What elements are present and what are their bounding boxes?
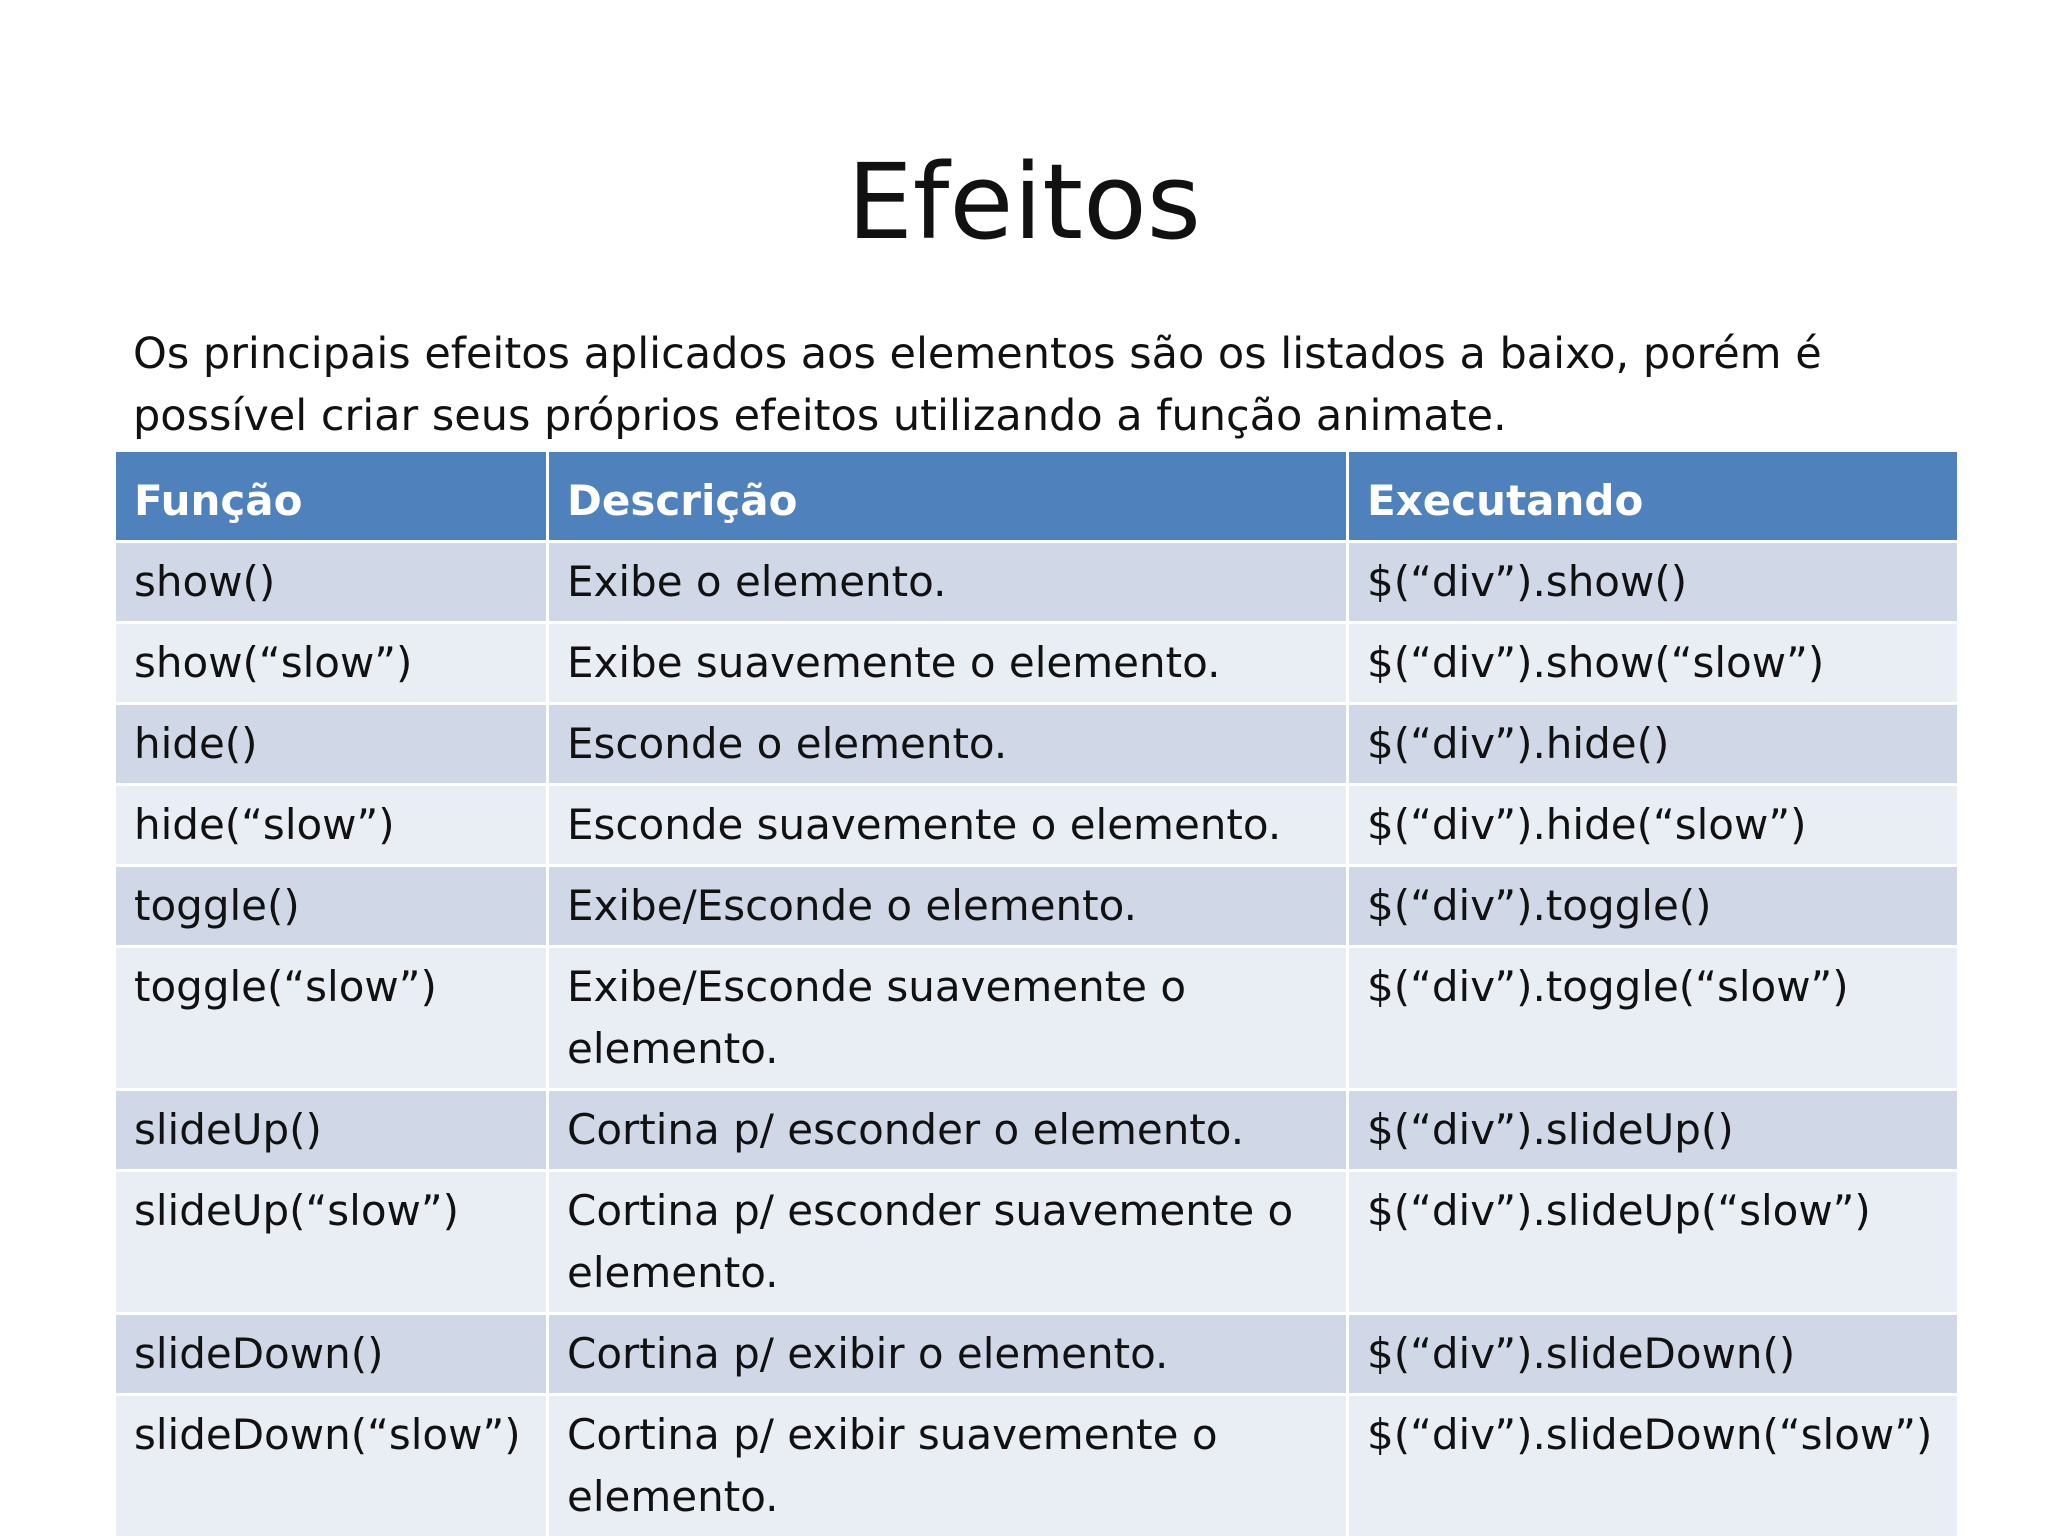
cell-executando: $(“div”).hide(“slow”) [1348,785,1959,866]
table-row [115,704,1959,785]
cell-funcao: slideUp() [115,1090,548,1171]
cell-executando: $(“div”).slideUp() [1348,1090,1959,1171]
cell-executando: $(“div”).slideDown() [1348,1314,1959,1395]
cell-funcao: slideUp(“slow”) [115,1171,548,1314]
table-row [115,1395,1959,1536]
cell-descricao: Exibe suavemente o elemento. [548,623,1348,704]
cell-executando: $(“div”).show(“slow”) [1348,623,1959,704]
intro-paragraph: Os principais efeitos aplicados aos elementos são os listados a baixo, porém é possível criar seus próprios efeitos utilizando a função animate. [133,329,1822,441]
table-header [115,451,1959,542]
cell-executando: $(“div”).toggle(“slow”) [1348,947,1959,1090]
cell-executando: $(“div”).hide() [1348,704,1959,785]
table-row [115,1314,1959,1395]
table-header-row [115,451,1959,542]
table-row [115,1171,1959,1314]
table-row [115,866,1959,947]
table-row [115,542,1959,623]
header-executando: Executando [1348,451,1959,542]
cell-descricao: Esconde o elemento. [548,704,1348,785]
table-row [115,785,1959,866]
cell-descricao: Exibe o elemento. [548,542,1348,623]
cell-funcao: show() [115,542,548,623]
cell-funcao: slideDown(“slow”) [115,1395,548,1536]
table-row [115,1090,1959,1171]
cell-descricao: Cortina p/ esconder o elemento. [548,1090,1348,1171]
header-funcao: Função [115,451,548,542]
cell-descricao: Exibe/Esconde o elemento. [548,866,1348,947]
slide-title: Efeitos [847,141,1201,263]
cell-descricao: Esconde suavemente o elemento. [548,785,1348,866]
table-body [115,542,1959,1536]
cell-funcao: hide() [115,704,548,785]
cell-descricao: Cortina p/ exibir suavemente o elemento. [548,1395,1348,1536]
cell-executando: $(“div”).show() [1348,542,1959,623]
effects-table [113,449,1960,1536]
table-row [115,947,1959,1090]
cell-funcao: slideDown() [115,1314,548,1395]
cell-funcao: toggle() [115,866,548,947]
cell-executando: $(“div”).slideUp(“slow”) [1348,1171,1959,1314]
table-row [115,623,1959,704]
cell-descricao: Cortina p/ esconder suavemente o elemento. [548,1171,1348,1314]
cell-funcao: hide(“slow”) [115,785,548,866]
cell-funcao: show(“slow”) [115,623,548,704]
cell-funcao: toggle(“slow”) [115,947,548,1090]
header-descricao: Descrição [548,451,1348,542]
cell-descricao: Exibe/Esconde suavemente o elemento. [548,947,1348,1090]
effects-table-container [113,449,1957,1536]
cell-executando: $(“div”).toggle() [1348,866,1959,947]
cell-executando: $(“div”).slideDown(“slow”) [1348,1395,1959,1536]
cell-descricao: Cortina p/ exibir o elemento. [548,1314,1348,1395]
